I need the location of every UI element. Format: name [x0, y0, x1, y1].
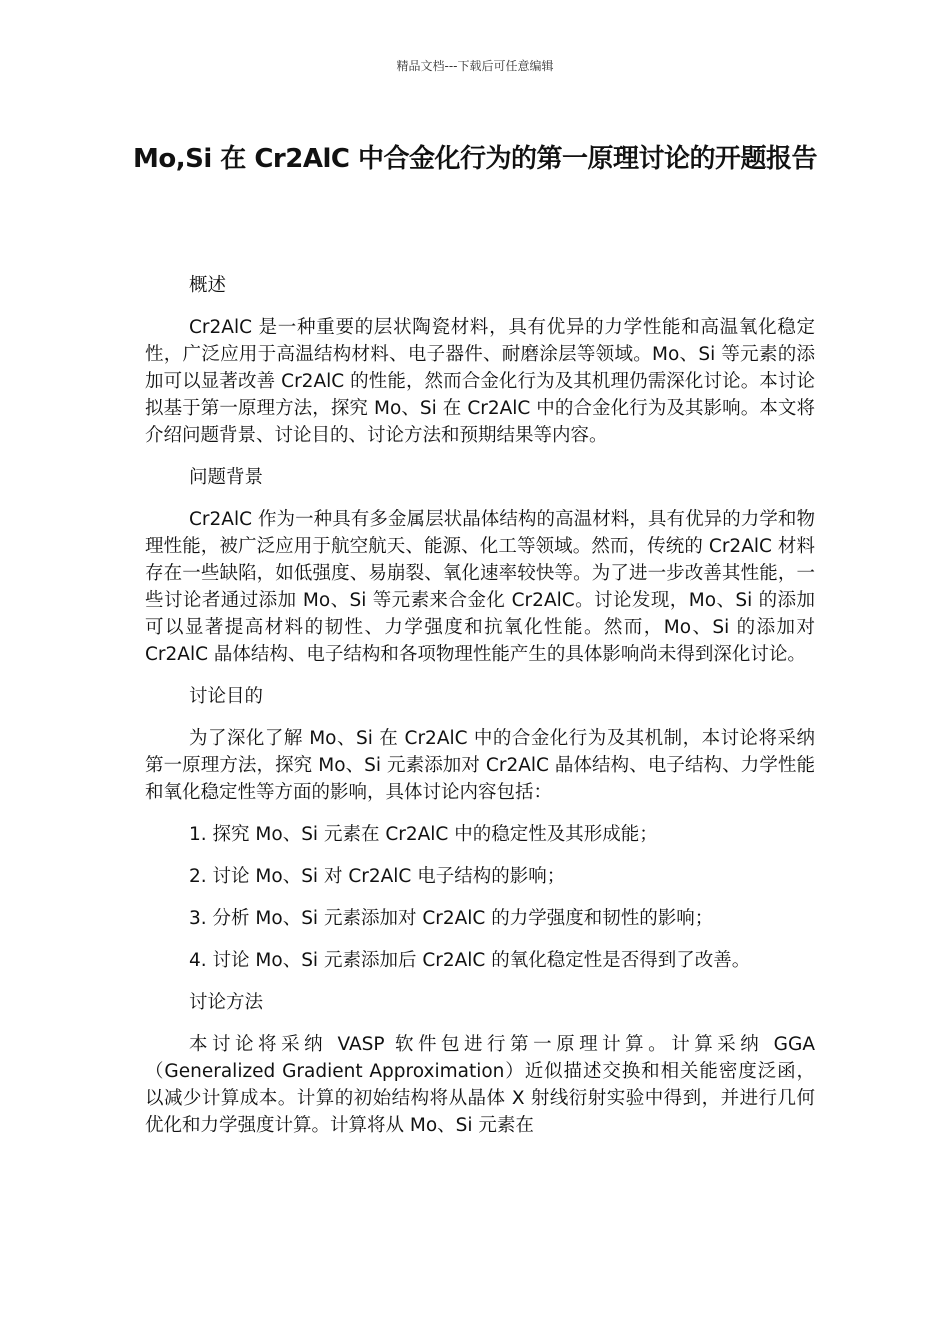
list-item-3: 3. 分析 Mo、Si 元素添加对 Cr2AlC 的力学强度和韧性的影响；	[189, 908, 714, 929]
paragraph-overview: Cr2AlC 是一种重要的层状陶瓷材料，具有优异的力学性能和高温氧化稳定性，广泛应用于高温结构材料、电子器件、耐磨涂层等领域。Mo、Si 等元素的添加可以显著改善 Cr2AlC 的性能，然而合金化行为及其机理仍需深化讨论。本讨论拟基于第一原理方法，探究 Mo、Si 在 Cr2AlC 中的合金化行为及其影响。本文将介绍问题背景、讨论目的、讨论方法和预期结果等内容。	[145, 317, 815, 446]
list-item-2: 2. 讨论 Mo、Si 对 Cr2AlC 电子结构的影响；	[189, 866, 566, 887]
paragraph-method: 本讨论将采纳 VASP 软件包进行第一原理计算。计算采纳 GGA（Generalized Gradient Approximation）近似描述交换和相关能密度泛函，以减少计算成本。计算的初始结构将从晶体 X 射线衍射实验中得到，并进行几何优化和力学强度计算。计算将从 Mo、Si 元素在	[145, 1034, 815, 1136]
paragraph-background: Cr2AlC 作为一种具有多金属层状晶体结构的高温材料，具有优异的力学和物理性能，被广泛应用于航空航天、能源、化工等领域。然而，传统的 Cr2AlC 材料存在一些缺陷，如低强度、易崩裂、氧化速率较快等。为了进一步改善其性能，一些讨论者通过添加 Mo、Si 等元素来合金化 Cr2AlC。讨论发现，Mo、Si 的添加可以显著提高材料的韧性、力学强度和抗氧化性能。然而，Mo、Si 的添加对 Cr2AlC 晶体结构、电子结构和各项物理性能产生的具体影响尚未得到深化讨论。	[145, 509, 815, 665]
document-title: Mo,Si 在 Cr2AlC 中合金化行为的第一原理讨论的开题报告	[132, 144, 817, 174]
section-heading-background: 问题背景	[189, 467, 264, 488]
document-body	[145, 272, 815, 1154]
section-heading-method: 讨论方法	[189, 992, 264, 1013]
list-item-1: 1. 探究 Mo、Si 元素在 Cr2AlC 中的稳定性及其形成能；	[189, 824, 658, 845]
section-heading-overview: 概述	[189, 275, 227, 296]
paragraph-purpose: 为了深化了解 Mo、Si 在 Cr2AlC 中的合金化行为及其机制，本讨论将采纳第一原理方法，探究 Mo、Si 元素添加对 Cr2AlC 晶体结构、电子结构、力学性能和氧化稳定性等方面的影响，具体讨论内容包括：	[145, 728, 815, 803]
list-item-4: 4. 讨论 Mo、Si 元素添加后 Cr2AlC 的氧化稳定性是否得到了改善。	[189, 950, 751, 971]
section-heading-purpose: 讨论目的	[189, 686, 264, 707]
document-header-watermark: 精品文档---下载后可任意编辑	[396, 59, 554, 73]
